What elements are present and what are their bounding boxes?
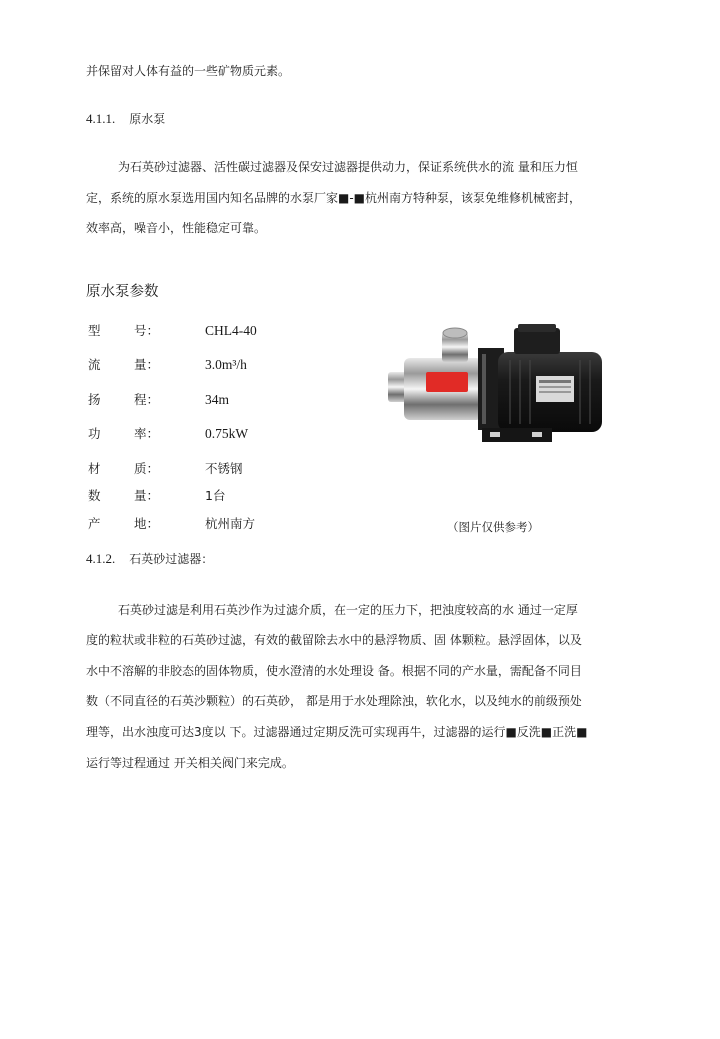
section-412-title: 石英砂过滤器：	[129, 552, 214, 566]
spec-value-power: 0.75kW	[205, 426, 249, 441]
section-412-paragraph-line-3: 水中不溶解的非胶态的固体物质，使水澄清的水处理设 备。根据不同的产水量，需配备不同目	[86, 664, 582, 678]
image-caption: （图片仅供参考）	[447, 520, 539, 534]
section-411-number: 4.1.1.	[86, 111, 116, 126]
section-412-paragraph-line-1: 石英砂过滤是利用石英沙作为过滤介质，在一定的压力下，把浊度较高的水 通过一定厚	[118, 603, 578, 617]
spec-value-model: CHL4-40	[205, 323, 257, 338]
water-pump-photo-icon	[386, 320, 618, 455]
intro-line: 并保留对人体有益的一些矿物质元素。	[86, 64, 291, 78]
section-412-heading	[86, 551, 213, 567]
spec-value-head: 34m	[205, 392, 230, 407]
spec-label-origin: 产 地：	[88, 516, 160, 531]
spec-value-quantity: 1台	[205, 488, 226, 503]
spec-label-material: 材 质：	[88, 461, 160, 476]
spec-label-power: 功 率：	[88, 426, 160, 441]
section-411-paragraph-line-1: 为石英砂过滤器、活性碳过滤器及保安过滤器提供动力，保证系统供水的流 量和压力恒	[118, 160, 578, 174]
spec-value-flow: 3.0m³/h	[205, 357, 247, 372]
section-412-paragraph-line-5: 理等，出水浊度可达3度以 下。过滤器通过定期反洗可实现再牛，过滤器的运行■反洗■正洗■	[86, 725, 588, 739]
spec-label-quantity: 数 量：	[88, 488, 160, 503]
spec-value-material: 不锈钢	[205, 461, 243, 476]
section-412-paragraph-line-2: 度的粒状或非粒的石英砂过滤，有效的截留除去水中的悬浮物质、固 体颗粒。悬浮固体，以及	[86, 633, 582, 647]
params-title: 原水泵参数	[86, 284, 159, 300]
section-411-heading	[86, 111, 165, 127]
spec-label-head: 扬 程：	[88, 392, 160, 407]
section-412-number: 4.1.2.	[86, 551, 116, 566]
section-411-paragraph-line-3: 效率高，噪音小，性能稳定可靠。	[86, 221, 267, 235]
spec-label-flow: 流 量：	[88, 357, 160, 372]
spec-label-model: 型 号：	[88, 323, 160, 338]
section-412-paragraph-line-4: 数（不同直径的石英沙颗粒）的石英砂， 都是用于水处理除浊，软化水，以及纯水的前级预处	[86, 694, 582, 708]
section-412-paragraph-line-6: 运行等过程通过 开关相关阀门来完成。	[86, 756, 294, 770]
spec-value-origin: 杭州南方	[205, 516, 256, 531]
section-411-title: 原水泵	[129, 112, 166, 126]
section-411-paragraph-line-2: 定，系统的原水泵选用国内知名品牌的水泵厂家■-■杭州南方特种泵，该泵免维修机械密封，	[86, 191, 582, 205]
